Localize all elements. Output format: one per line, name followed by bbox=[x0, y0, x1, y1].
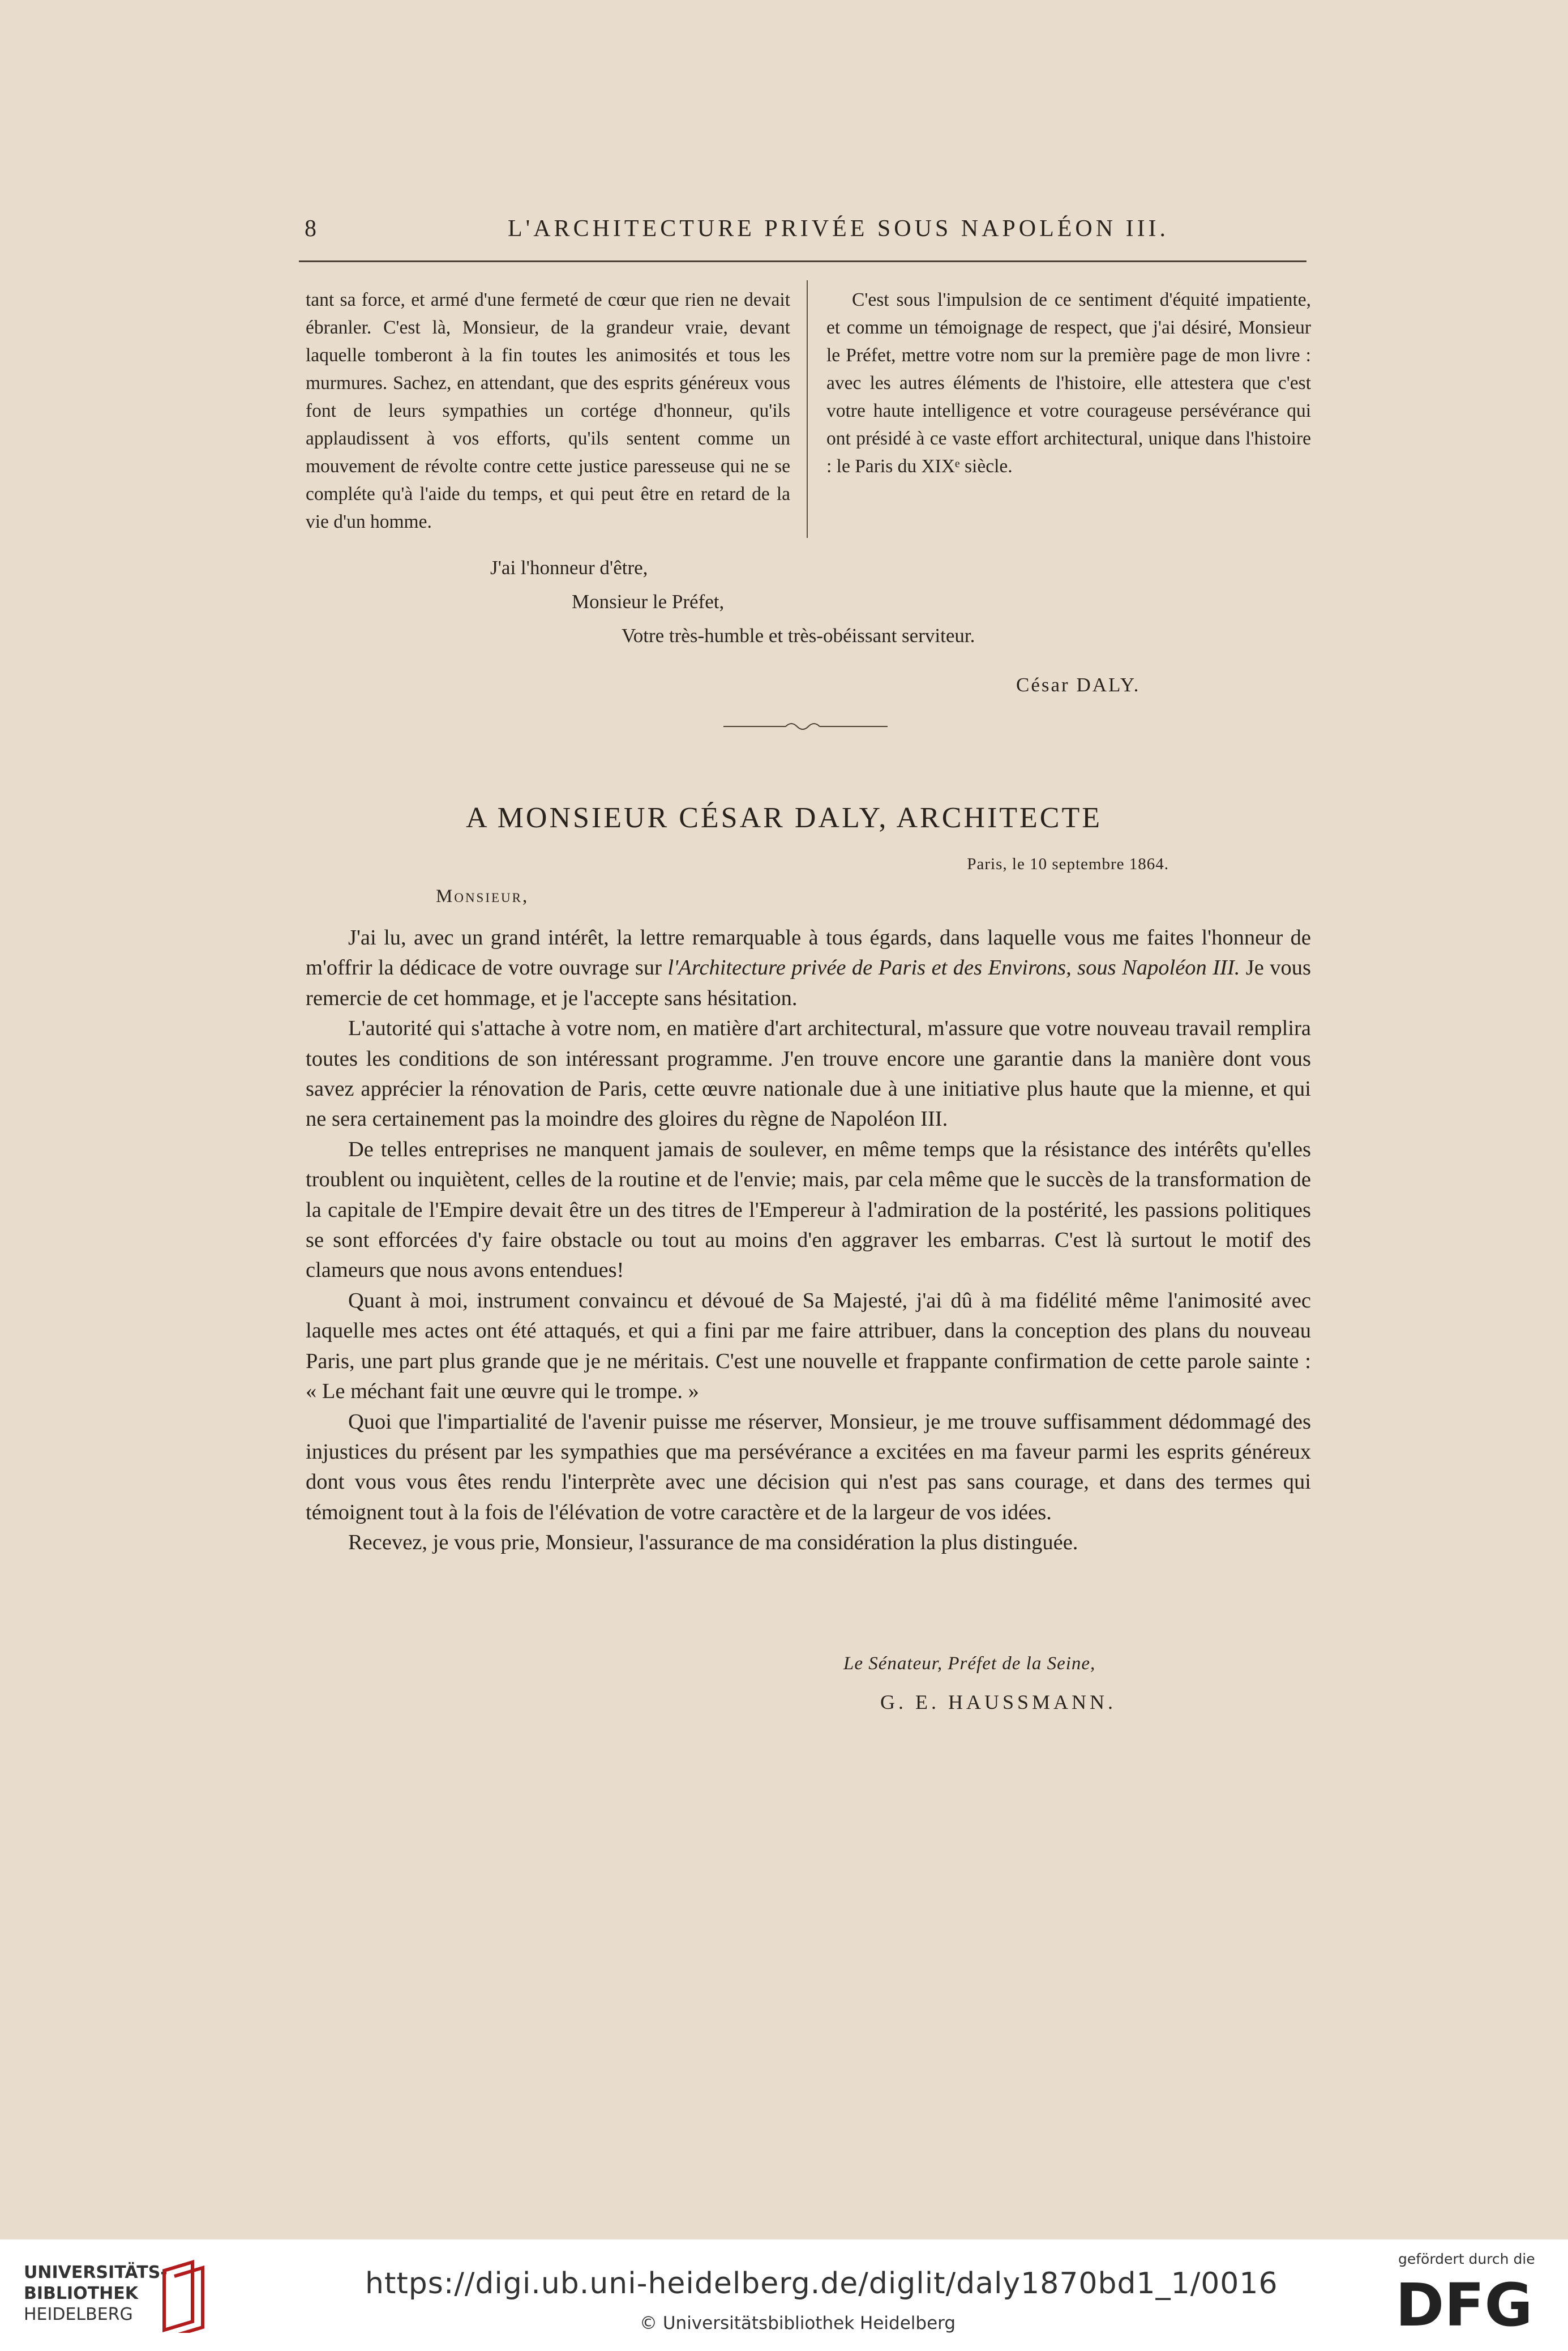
closing-line-3: Votre très-humble et très-obéissant serviteur. bbox=[622, 625, 975, 647]
funding-label: gefördert durch die bbox=[1398, 2251, 1535, 2267]
letter-paragraph-3: De telles entreprises ne manquent jamais de soulever, en même temps que la résistance des intérêts qu'elles troublent ou inquiètent, celles de la routine et de l'envie; mais, par cela même que le succès de la transformation de la capitale de l'Empire devait être un des titres de l'Empereur à l'admiration de la postérité, les passions politiques se sont efforcées d'y faire obstacle ou tout au moins d'en aggraver les embarras. C'est là surtout le motif des clameurs que nous avons entendues! bbox=[306, 1137, 1311, 1283]
copyright-notice: © Universitätsbibliothek Heidelberg bbox=[640, 2313, 956, 2333]
page-number: 8 bbox=[305, 216, 320, 242]
closing-signature: César DALY. bbox=[1016, 674, 1141, 696]
left-column-text: tant sa force, et armé d'une fermeté de cœur que rien ne devait ébranler. C'est là, Monsieur, de la grandeur vraie, devant laquelle tomberont à la fin toutes les animosités et tous les murmures. Sachez, en attendant, que des esprits généreux vous font de leurs sympathies un cortége d'honneur, qu'ils applaudissent à vos efforts, qu'ils sentent comme un mouvement de révolte contre cette justice paresseuse qui ne se compléte qu'à l'aide du temps, et qui peut être en retard de la vie d'un homme. bbox=[306, 289, 790, 532]
column-divider bbox=[807, 280, 808, 538]
dfg-logo-text: DFG bbox=[1395, 2275, 1533, 2331]
right-column-text: C'est sous l'impulsion de ce sentiment d'équité impatiente, et comme un témoignage de respect, que j'ai désiré, Monsieur le Préfet, mettre votre nom sur la première page de mon livre : avec les autres éléments de l'histoire, elle attestera que c'est votre haute intelligence et votre courageuse persévérance qui ont présidé à ce vaste effort architectural, unique dans l'histoire : le Paris du XIXᵉ siècle. bbox=[826, 289, 1311, 477]
header-rule bbox=[299, 260, 1306, 262]
book-title-italic: l'Architecture privée de Paris et des Environs, sous Napoléon III. bbox=[667, 956, 1240, 980]
letter-body bbox=[306, 923, 1311, 1558]
letter-paragraph-2: L'autorité qui s'attache à votre nom, en matière d'art architectural, m'assure que votre nouveau travail remplira toutes les conditions de son intéressant programme. J'en trouve encore une garantie dans la manière dont vous savez apprécier la rénovation de Paris, cette œuvre nationale due à une initiative plus haute que la mienne, et qui ne sera certainement pas la moindre des gloires du règne de Napoléon III. bbox=[306, 1016, 1311, 1131]
letter-paragraph-4: Quant à moi, instrument convaincu et dévoué de Sa Majesté, j'ai dû à ma fidélité même l'animosité avec laquelle mes actes ont été attaqués, et qui a fini par me faire attribuer, dans la conception des plans du nouveau Paris, une part plus grande que je ne méritais. C'est une nouvelle et frappante confirmation de cette parole sainte : « Le méchant fait une œuvre qui le trompe. » bbox=[306, 1288, 1311, 1404]
left-column bbox=[306, 286, 790, 536]
letter-date: Paris, le 10 septembre 1864. bbox=[967, 855, 1169, 873]
running-title: L'ARCHITECTURE PRIVÉE SOUS NAPOLÉON III. bbox=[508, 216, 1169, 242]
signer-name: G. E. HAUSSMANN. bbox=[880, 1691, 1117, 1713]
library-logo-icon[interactable] bbox=[153, 2259, 215, 2333]
permalink-url[interactable]: https://digi.ub.uni-heidelberg.de/diglit/daly1870bd1_1/0016 bbox=[365, 2267, 1278, 2301]
closing-line-1: J'ai l'honneur d'être, bbox=[490, 557, 648, 579]
letter-paragraph-5: Quoi que l'impartialité de l'avenir puisse me réserver, Monsieur, je me trouve suffisamment dédommagé des injustices du présent par les sympathies que ma persévérance a excitées en ma faveur parmi les esprits généreux dont vous vous êtes rendu l'interprète avec une décision qui n'est pas sans courage, et dans des termes qui témoignent tout à la fois de l'élévation de votre caractère et de la largeur de vos idées. bbox=[306, 1409, 1311, 1524]
right-column bbox=[826, 286, 1311, 480]
library-name: UNIVERSITÄTS- BIBLIOTHEK HEIDELBERG bbox=[24, 2263, 168, 2324]
closing-line-2: Monsieur le Préfet, bbox=[572, 591, 725, 613]
letter-paragraph-1: J'ai lu, avec un grand intérêt, la lettre remarquable à tous égards, dans laquelle vous me faites l'honneur de m'offrir la dédicace de votre ouvrage sur l'Architecture privée de Paris et des Environs, sous Napoléon III. Je vous remercie de cet hommage, et je l'accepte sans hésitation. bbox=[306, 926, 1311, 1010]
signer-role: Le Sénateur, Préfet de la Seine, bbox=[843, 1653, 1096, 1674]
letter-salutation: Monsieur, bbox=[436, 886, 529, 907]
viewer-footer bbox=[0, 2239, 1568, 2351]
ornament-divider bbox=[723, 718, 888, 735]
letter-paragraph-6: Recevez, je vous prie, Monsieur, l'assurance de ma considération la plus distinguée. bbox=[348, 1531, 1078, 1555]
dfg-logo-icon[interactable] bbox=[1395, 2275, 1543, 2331]
letter-title: A MONSIEUR CÉSAR DALY, ARCHITECTE bbox=[465, 802, 1103, 834]
